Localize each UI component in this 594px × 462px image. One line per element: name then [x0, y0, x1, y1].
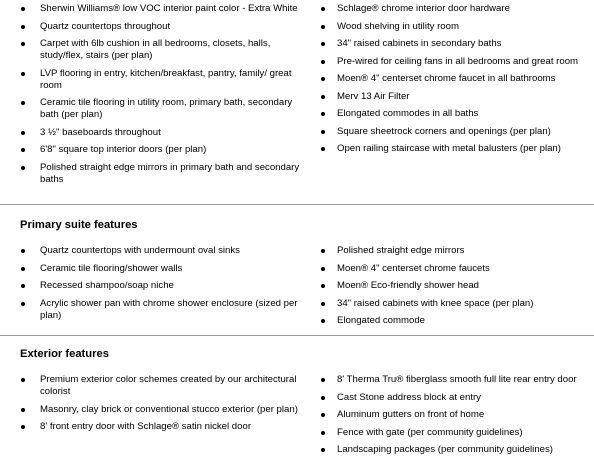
exterior-left-column [0, 374, 300, 439]
list-item: Recessed shampoo/soap niche [0, 280, 300, 292]
bullet-icon [321, 396, 325, 400]
bullet-icon [21, 267, 25, 271]
bullet-icon [21, 425, 25, 429]
exterior-left-list [0, 374, 300, 433]
bullet-icon [321, 130, 325, 134]
bullet-icon [321, 431, 325, 435]
bullet-icon [321, 319, 325, 323]
bullet-icon [321, 413, 325, 417]
list-item: Open railing staircase with metal balusters (per plan) [310, 143, 594, 155]
list-item: Pre-wired for ceiling fans in all bedrooms and great room [310, 56, 594, 68]
bullet-icon [21, 249, 25, 253]
list-item: Moen® Eco-friendly shower head [310, 280, 594, 292]
bullet-icon [321, 249, 325, 253]
list-item: Quartz countertops with undermount oval sinks [0, 245, 300, 257]
bullet-icon [321, 25, 325, 29]
section-heading: Primary suite features [20, 219, 138, 231]
list-item: 8' Therma Tru® fiberglass smooth full lite rear entry door [310, 374, 594, 386]
primary-right-list [310, 245, 594, 327]
bullet-icon [21, 166, 25, 170]
list-item: Aluminum gutters on front of home [310, 409, 594, 421]
exterior-right-column [310, 374, 594, 462]
list-item: Square sheetrock corners and openings (per plan) [310, 126, 594, 138]
section-heading: Exterior features [20, 348, 109, 360]
list-item: Wood shelving in utility room [310, 21, 594, 33]
list-item: 8' front entry door with Schlage® satin nickel door [0, 421, 300, 433]
bullet-icon [21, 148, 25, 152]
list-item: 34" raised cabinets in secondary baths [310, 38, 594, 50]
bullet-icon [21, 131, 25, 135]
list-item: Moen® 4" centerset chrome faucet in all bathrooms [310, 73, 594, 85]
section-divider [0, 335, 594, 336]
interior-right-column [310, 3, 594, 161]
list-item: Landscaping packages (per community guidelines) [310, 444, 594, 456]
list-item: Elongated commode [310, 315, 594, 327]
list-item: Moen® 4" centerset chrome faucets [310, 263, 594, 275]
list-item: Quartz countertops throughout [0, 21, 300, 33]
bullet-icon [321, 77, 325, 81]
primary-right-column [310, 245, 594, 333]
bullet-icon [21, 101, 25, 105]
list-item: Elongated commodes in all baths [310, 108, 594, 120]
exterior-right-list [310, 374, 594, 456]
bullet-icon [21, 378, 25, 382]
list-item: 34" raised cabinets with knee space (per plan) [310, 298, 594, 310]
list-item: 3 ½" baseboards throughout [0, 127, 300, 139]
list-item: Ceramic tile flooring/shower walls [0, 263, 300, 275]
bullet-icon [321, 448, 325, 452]
bullet-icon [321, 112, 325, 116]
bullet-icon [21, 302, 25, 306]
bullet-icon [321, 95, 325, 99]
list-item: Cast Stone address block at entry [310, 392, 594, 404]
bullet-icon [321, 7, 325, 11]
list-item: Masonry, clay brick or conventional stucco exterior (per plan) [0, 404, 300, 416]
list-item: Premium exterior color schemes created by our architectural colorist [0, 374, 300, 398]
bullet-icon [21, 42, 25, 46]
bullet-icon [21, 25, 25, 29]
primary-left-column [0, 245, 300, 327]
bullet-icon [321, 42, 325, 46]
interior-right-list [310, 3, 594, 155]
bullet-icon [21, 72, 25, 76]
list-item: Schlage® chrome interior door hardware [310, 3, 594, 15]
list-item: Ceramic tile flooring in utility room, primary bath, secondary bath (per plan) [0, 97, 300, 121]
interior-left-list [0, 3, 300, 186]
bullet-icon [321, 284, 325, 288]
list-item: Sherwin Williams® low VOC interior paint color - Extra White [0, 3, 300, 15]
list-item: LVP flooring in entry, kitchen/breakfast, pantry, family/ great room [0, 68, 300, 92]
list-item: 6'8" square top interior doors (per plan) [0, 144, 300, 156]
list-item: Merv 13 Air Filter [310, 91, 594, 103]
list-item: Polished straight edge mirrors in primary bath and secondary baths [0, 162, 300, 186]
bullet-icon [321, 302, 325, 306]
list-item: Fence with gate (per community guidelines) [310, 427, 594, 439]
bullet-icon [321, 60, 325, 64]
bullet-icon [321, 378, 325, 382]
section-divider [0, 204, 594, 205]
bullet-icon [21, 7, 25, 11]
list-item: Polished straight edge mirrors [310, 245, 594, 257]
bullet-icon [321, 147, 325, 151]
bullet-icon [321, 267, 325, 271]
bullet-icon [21, 284, 25, 288]
bullet-icon [21, 408, 25, 412]
list-item: Carpet with 6lb cushion in all bedrooms, closets, halls, study/flex, stairs (per plan) [0, 38, 300, 62]
list-item: Acrylic shower pan with chrome shower enclosure (sized per plan) [0, 298, 300, 322]
interior-left-column [0, 3, 300, 191]
primary-left-list [0, 245, 300, 322]
